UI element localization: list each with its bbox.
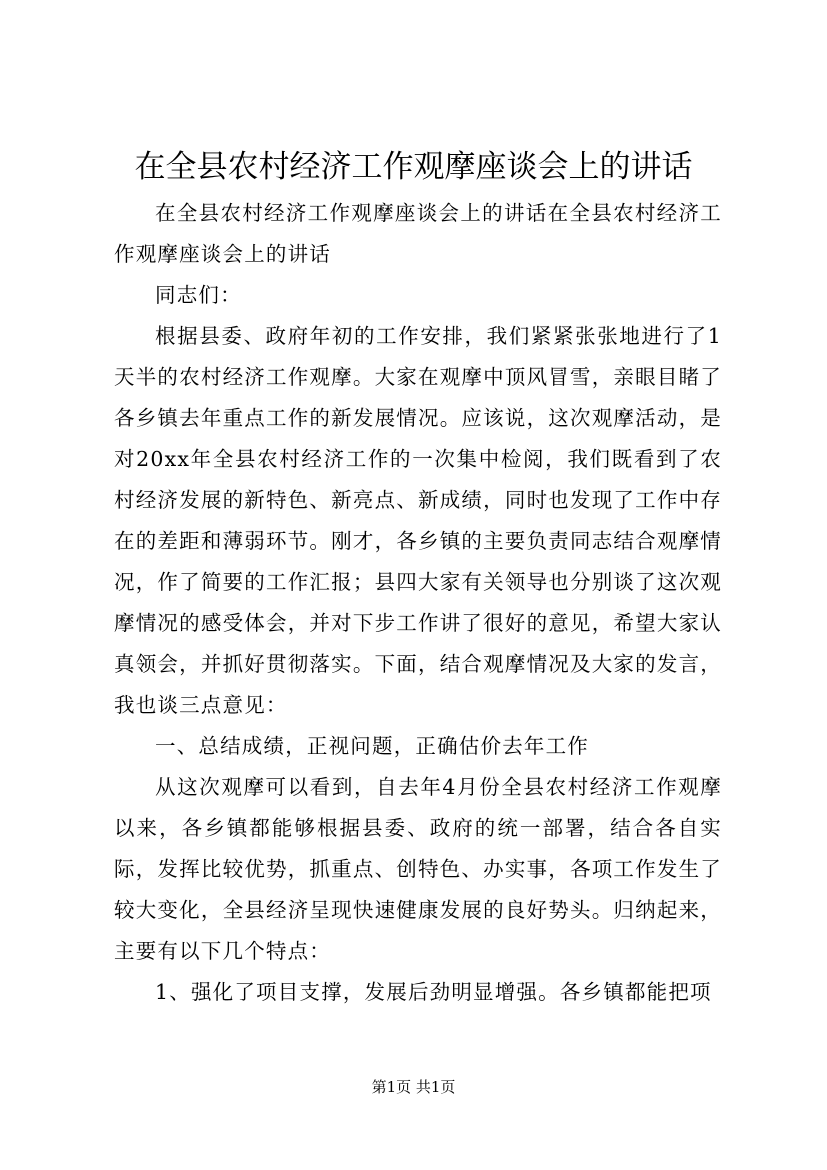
paragraph-opening: 根据县委、政府年初的工作安排，我们紧紧张张地进行了1天半的农村经济工作观摩。大家在观摩中顶风冒雪，亲眼目睹了各乡镇去年重点工作的新发展情况。应该说，这次观摩活动，是对20xx年全县农村经济工作的一次集中检阅，我们既看到了农村经济发展的新特色、新亮点、新成绩，同时也发现了工作中存在的差距和薄弱环节。刚才，各乡镇的主要负责同志结合观摩情况，作了简要的工作汇报；县四大家有关领导也分别谈了这次观摩情况的感受体会，并对下步工作讲了很好的意见，希望大家认真领会，并抓好贯彻落实。下面，结合观摩情况及大家的发言，我也谈三点意见： — [114, 324, 722, 717]
document-body — [114, 193, 722, 1013]
paragraph-summary: 从这次观摩可以看到，自去年4月份全县农村经济工作观摩以来，各乡镇都能够根据县委、政府的统一部署，结合各自实际，发挥比较优势，抓重点、创特色、办实事，各项工作发生了较大变化，全县经济呈现快速健康发展的良好势头。归纳起来，主要有以下几个特点： — [114, 775, 722, 963]
paragraph-salutation: 同志们： — [155, 283, 242, 307]
page-number-footer: 第1页 共1页 — [371, 1078, 456, 1096]
paragraph-point-one: 1、强化了项目支撑，发展后劲明显增强。各乡镇都能把项 — [155, 980, 712, 1004]
document-title: 在全县农村经济工作观摩座谈会上的讲话 — [134, 149, 693, 185]
paragraph-heading-repeat: 在全县农村经济工作观摩座谈会上的讲话在全县农村经济工作观摩座谈会上的讲话 — [114, 201, 722, 266]
section-heading-one: 一、总结成绩，正视问题，正确估价去年工作 — [155, 734, 589, 758]
